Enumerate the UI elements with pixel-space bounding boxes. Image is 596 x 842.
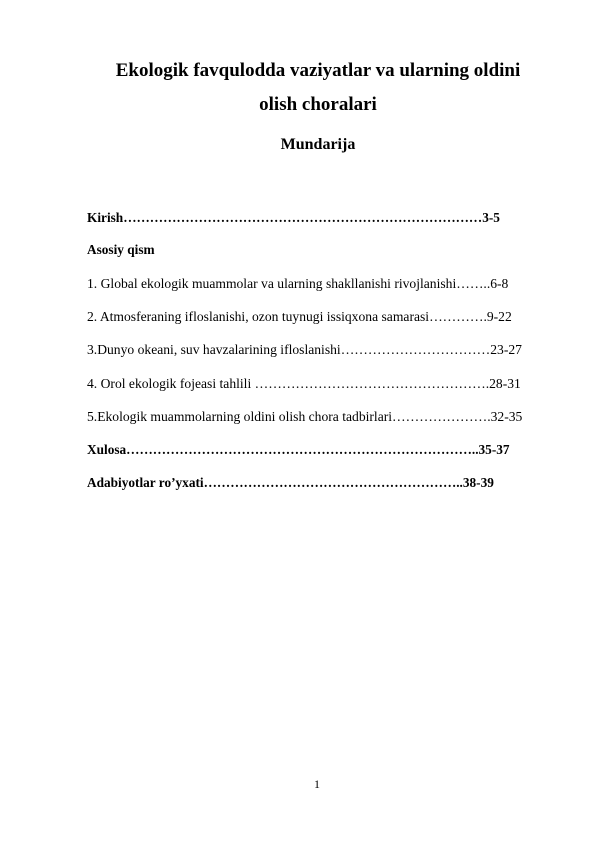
toc-entry-main-part: Asosiy qism — [87, 242, 155, 257]
document-title-line-1: Ekologik favqulodda vaziyatlar va ularning oldini — [115, 60, 521, 81]
page-number: 1 — [314, 777, 320, 791]
toc-entry-3: 3.Dunyo okeani, suv havzalarining ifloslanishi……………………………23-27 — [87, 342, 522, 357]
toc-entry-2: 2. Atmosferaning ifloslanishi, ozon tuynugi issiqxona samarasi………….9-22 — [87, 309, 512, 324]
toc-entry-4: 4. Orol ekologik fojeasi tahlili …………………………………………….28-31 — [87, 376, 521, 391]
toc-entry-introduction: Kirish………………………………………………………………………3-5 — [87, 210, 500, 225]
toc-entry-1: 1. Global ekologik muammolar va ularning shakllanishi rivojlanishi……..6-8 — [87, 276, 509, 291]
toc-entry-5: 5.Ekologik muammolarning oldini olish chora tadbirlari………………….32-35 — [87, 409, 523, 424]
contents-heading: Mundarija — [280, 136, 356, 153]
toc-entry-conclusion: Xulosa……………………………………………………………………..35-37 — [87, 442, 510, 457]
toc-entry-bibliography: Adabiyotlar ro’yxati…………………………………………………..38-39 — [87, 475, 494, 490]
document-title-line-2: olish choralari — [259, 94, 377, 115]
